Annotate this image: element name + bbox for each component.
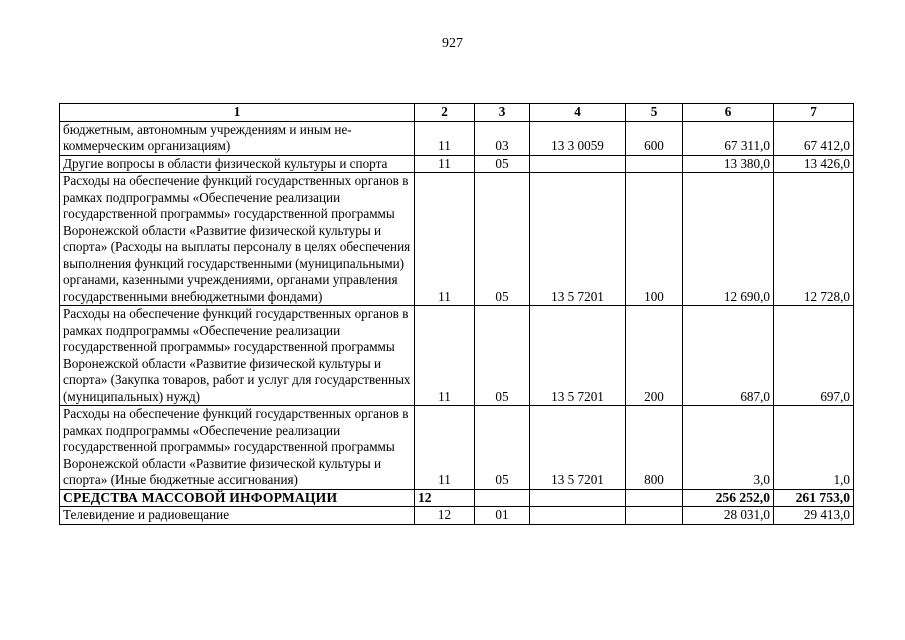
row-value-1: 256 252,0: [683, 489, 774, 507]
row-rz: 11: [415, 121, 475, 155]
row-name: Телевидение и радиовещание: [60, 507, 415, 525]
row-csr: 13 5 7201: [530, 406, 626, 490]
table-header-row: [60, 104, 854, 122]
row-pr: 01: [475, 507, 530, 525]
col-header-rz: 2: [415, 104, 475, 122]
row-csr: 13 3 0059: [530, 121, 626, 155]
row-csr: [530, 489, 626, 507]
row-csr: 13 5 7201: [530, 306, 626, 406]
row-pr: 05: [475, 306, 530, 406]
row-vr: [626, 489, 683, 507]
row-value-2: 13 426,0: [774, 155, 854, 173]
row-name: Расходы на обеспечение функций государственных органов в рамках подпрограммы «Обеспечение реализации государственной программы» государственной программы Воронежской области «Развитие физической культуры и спорта» (Иные бюджетные ассигнования): [60, 406, 415, 490]
row-value-2: 697,0: [774, 306, 854, 406]
row-rz: 12: [415, 489, 475, 507]
row-pr: 03: [475, 121, 530, 155]
table-row: [60, 121, 854, 155]
row-rz: 11: [415, 173, 475, 306]
row-value-1: 3,0: [683, 406, 774, 490]
row-csr: [530, 507, 626, 525]
table-row-section: [60, 489, 854, 507]
row-pr: 05: [475, 155, 530, 173]
row-value-1: 67 311,0: [683, 121, 774, 155]
row-csr: [530, 155, 626, 173]
row-name: СРЕДСТВА МАССОВОЙ ИНФОРМАЦИИ: [60, 489, 415, 507]
row-name: Расходы на обеспечение функций государственных органов в рамках подпрограммы «Обеспечение реализации государственной программы» государственной программы Воронежской области «Развитие физической культуры и спорта» (Расходы на выплаты персоналу в целях обеспечения выполнения функций государственными (муниципальными) органами, казенными учреждениями, органами управления государственными внебюджетными фондами): [60, 173, 415, 306]
row-value-1: 13 380,0: [683, 155, 774, 173]
col-header-value-1: 6: [683, 104, 774, 122]
budget-table: [59, 103, 854, 525]
row-vr: 800: [626, 406, 683, 490]
col-header-name: 1: [60, 104, 415, 122]
row-value-2: 261 753,0: [774, 489, 854, 507]
row-name: Другие вопросы в области физической культуры и спорта: [60, 155, 415, 173]
table-row: [60, 155, 854, 173]
row-vr: [626, 155, 683, 173]
table-row: [60, 306, 854, 406]
col-header-vr: 5: [626, 104, 683, 122]
row-rz: 11: [415, 306, 475, 406]
row-pr: 05: [475, 406, 530, 490]
row-value-1: 12 690,0: [683, 173, 774, 306]
row-rz: 11: [415, 155, 475, 173]
row-vr: 100: [626, 173, 683, 306]
row-rz: 12: [415, 507, 475, 525]
row-pr: 05: [475, 173, 530, 306]
row-vr: 600: [626, 121, 683, 155]
table-row: [60, 507, 854, 525]
row-vr: 200: [626, 306, 683, 406]
table-row: [60, 406, 854, 490]
row-name: бюджетным, автономным учреждениям и иным не-коммерческим организациям): [60, 121, 415, 155]
row-csr: 13 5 7201: [530, 173, 626, 306]
row-value-2: 1,0: [774, 406, 854, 490]
col-header-value-2: 7: [774, 104, 854, 122]
page-number: 927: [442, 36, 463, 51]
row-value-2: 67 412,0: [774, 121, 854, 155]
row-value-1: 28 031,0: [683, 507, 774, 525]
col-header-pr: 3: [475, 104, 530, 122]
table-row: [60, 173, 854, 306]
col-header-csr: 4: [530, 104, 626, 122]
row-value-1: 687,0: [683, 306, 774, 406]
row-value-2: 29 413,0: [774, 507, 854, 525]
row-rz: 11: [415, 406, 475, 490]
row-vr: [626, 507, 683, 525]
row-name: Расходы на обеспечение функций государственных органов в рамках подпрограммы «Обеспечение реализации государственной программы» государственной программы Воронежской области «Развитие физической культуры и спорта» (Закупка товаров, работ и услуг для государственных (муниципальных) нужд): [60, 306, 415, 406]
row-value-2: 12 728,0: [774, 173, 854, 306]
row-pr: [475, 489, 530, 507]
